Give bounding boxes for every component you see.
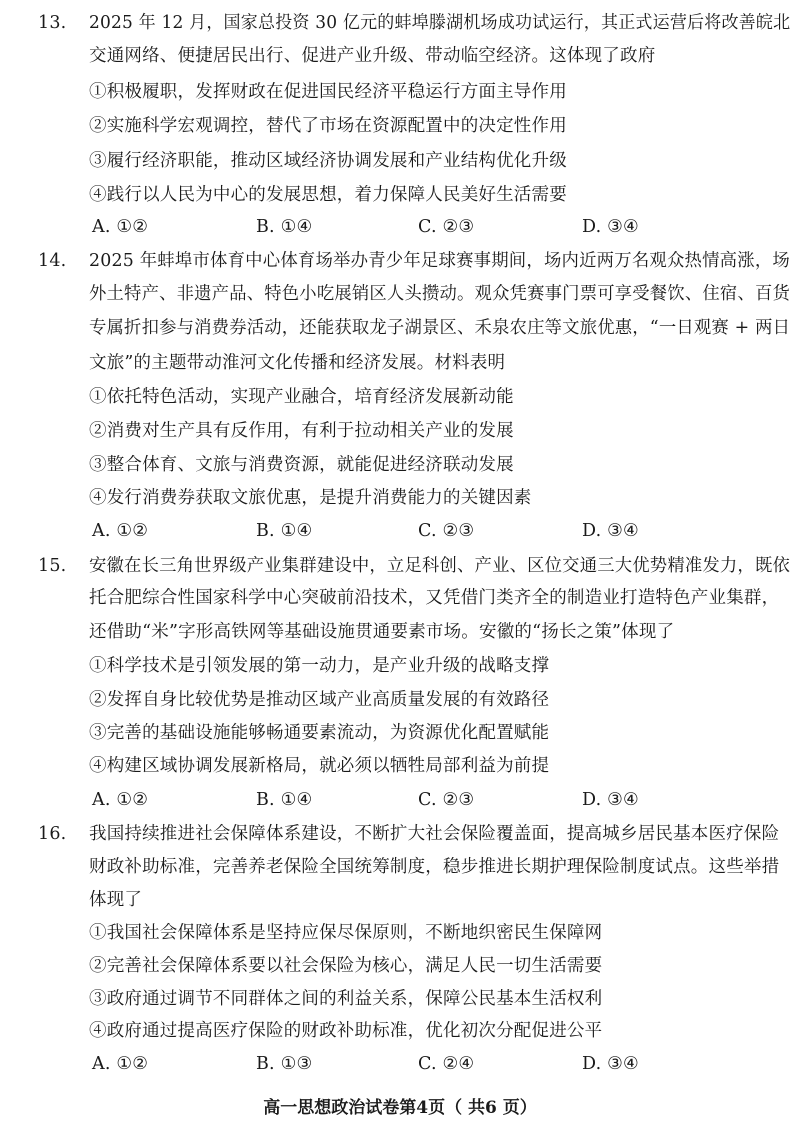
question-stem-line: 财政补助标准，完善养老保险全国统筹制度，稳步推进长期护理保险制度试点。这些举措 [89,857,780,877]
question-stem-line: 2025 年 12 月，国家总投资 30 亿元的蚌埠滕湖机场成功试运行，其正式运营后将改善皖北 [89,13,791,33]
question-stem-line: 交通网络、便捷居民出行、促进产业升级、带动临空经济。这体现了政府 [89,46,656,66]
statement-option: ④发行消费券获取文旅优惠，是提升消费能力的关键因素 [89,488,532,508]
question-stem-line: 还借助“米”字形高铁网等基础设施贯通要素市场。安徽的“扬长之策”体现了 [89,622,675,642]
question-stem-line: 2025 年蚌埠市体育中心体育场举办青少年足球赛事期间，场内近两万名观众热情高涨，场 [89,251,790,271]
question-stem-line: 专属折扣参与消费券活动，还能获取龙子湖景区、禾泉农庄等文旅优惠，“一日观赛 + 两日 [89,318,791,338]
choice-d: D. ③④ [582,790,639,810]
question-number: 15. [38,556,67,576]
statement-option: ②消费对生产具有反作用，有利于拉动相关产业的发展 [89,421,514,441]
choice-a: A. ①② [92,790,149,810]
question-stem-line: 外土特产、非遗产品、特色小吃展销区人头攒动。观众凭赛事门票可享受餐饮、住宿、百货 [89,284,790,304]
statement-option: ②发挥自身比较优势是推动区域产业高质量发展的有效路径 [89,690,550,710]
choice-c: C. ②③ [418,790,475,810]
statement-option: ②实施科学宏观调控，替代了市场在资源配置中的决定性作用 [89,116,567,136]
question-stem-line: 文旅”的主题带动淮河文化传播和经济发展。材料表明 [89,353,506,373]
choice-a: A. ①② [92,217,149,237]
statement-option: ①依托特色活动，实现产业融合，培育经济发展新动能 [89,387,514,407]
choice-b: B. ①④ [256,217,313,237]
statement-option: ③政府通过调节不同群体之间的利益关系，保障公民基本生活权利 [89,989,603,1009]
statement-option: ①我国社会保障体系是坚持应保尽保原则，不断地织密民生保障网 [89,923,603,943]
statement-option: ③履行经济职能，推动区域经济协调发展和产业结构优化升级 [89,151,567,171]
question-stem-line: 体现了 [89,890,143,910]
question-stem-line: 我国持续推进社会保障体系建设，不断扩大社会保险覆盖面，提高城乡居民基本医疗保险 [89,824,780,844]
choice-b: B. ①③ [256,1054,313,1074]
question-number: 14. [38,251,67,271]
choice-d: D. ③④ [582,217,639,237]
statement-option: ④践行以人民为中心的发展思想，着力保障人民美好生活需要 [89,185,567,205]
choice-c: C. ②③ [418,217,475,237]
question-number: 16. [38,824,67,844]
page-footer: 高一思想政治试卷第4页（ 共6 页） [263,1098,537,1118]
choice-c: C. ②④ [418,1054,475,1074]
choice-d: D. ③④ [582,521,639,541]
choice-d: D. ③④ [582,1054,639,1074]
question-number: 13. [38,13,67,33]
statement-option: ①积极履职，发挥财政在促进国民经济平稳运行方面主导作用 [89,82,567,102]
question-stem-line: 托合肥综合性国家科学中心突破前沿技术，又凭借门类齐全的制造业打造特色产业集群， [89,588,780,608]
choice-a: A. ①② [92,521,149,541]
question-stem-line: 安徽在长三角世界级产业集群建设中，立足科创、产业、区位交通三大优势精准发力，既依 [89,556,790,576]
choice-a: A. ①② [92,1054,149,1074]
choice-b: B. ①④ [256,790,313,810]
statement-option: ④政府通过提高医疗保险的财政补助标准，优化初次分配促进公平 [89,1021,603,1041]
statement-option: ①科学技术是引领发展的第一动力，是产业升级的战略支撑 [89,656,550,676]
statement-option: ③完善的基础设施能够畅通要素流动，为资源优化配置赋能 [89,723,550,743]
statement-option: ②完善社会保障体系要以社会保险为核心，满足人民一切生活需要 [89,956,603,976]
choice-c: C. ②③ [418,521,475,541]
statement-option: ③整合体育、文旅与消费资源，就能促进经济联动发展 [89,455,514,475]
statement-option: ④构建区域协调发展新格局，就必须以牺牲局部利益为前提 [89,756,550,776]
choice-b: B. ①④ [256,521,313,541]
